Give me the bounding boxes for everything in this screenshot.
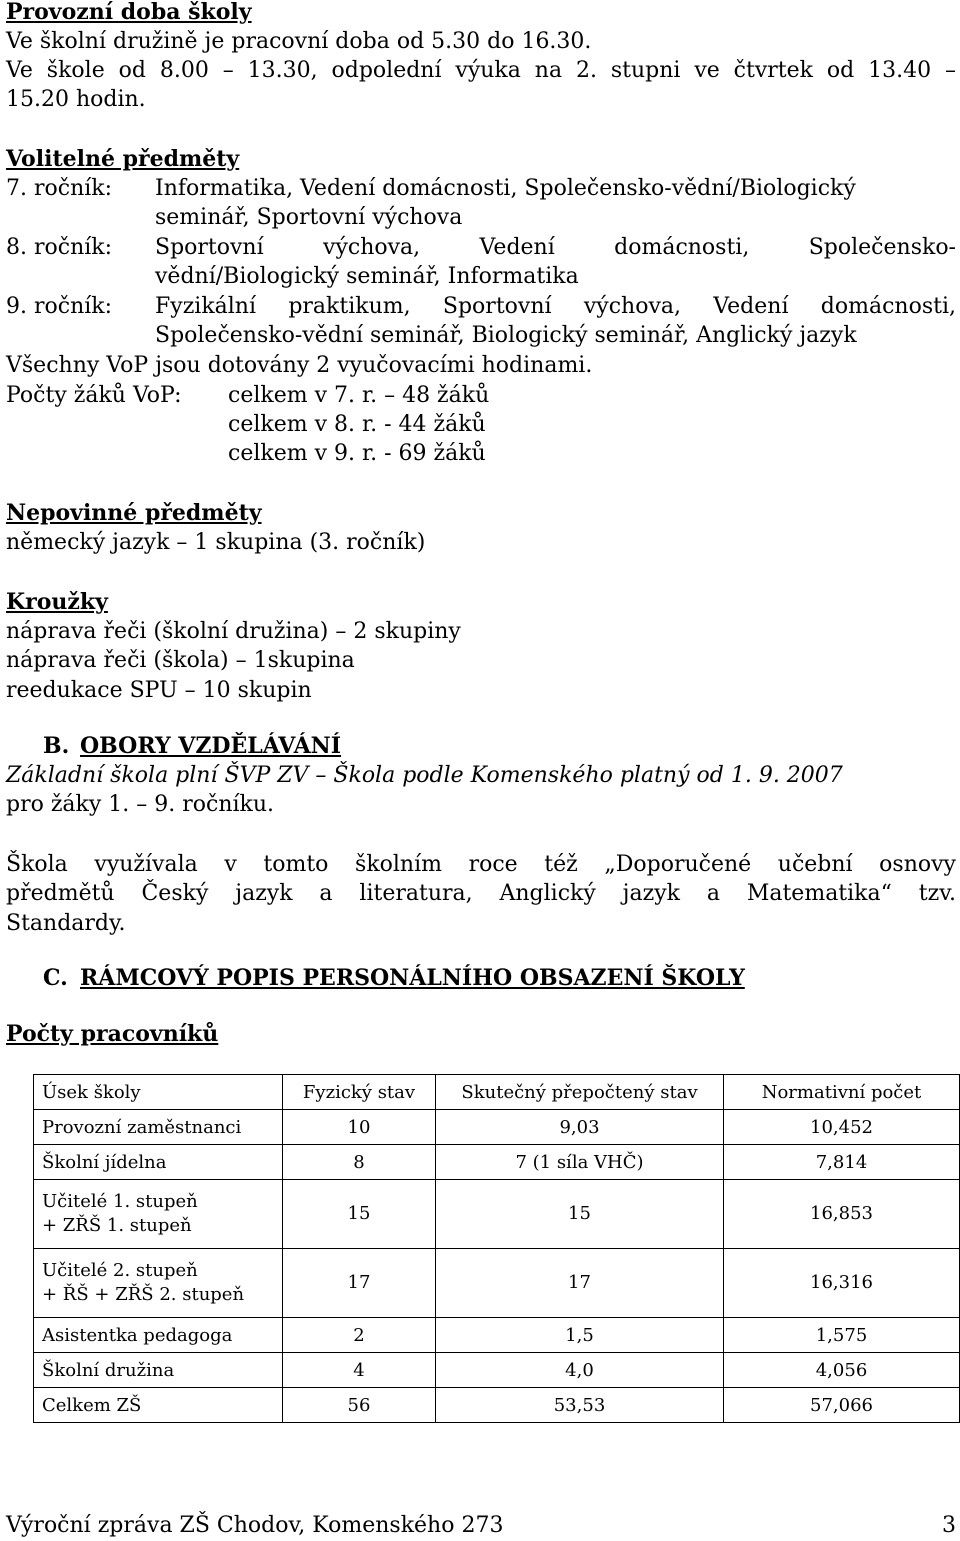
grade-subjects: Sportovní výchova, Vedení domácnosti, Společensko-	[155, 235, 956, 260]
page-number: 3	[942, 1513, 956, 1538]
page-footer	[6, 1512, 956, 1540]
cell-line: + ŘŠ + ZŘŠ 2. stupeň	[42, 1284, 245, 1305]
grade-subjects: Fyzikální praktikum, Sportovní výchova, Vedení domácnosti,	[155, 294, 956, 319]
count-line: celkem v 9. r. - 69 žáků	[228, 441, 486, 466]
table-cell: 10,452	[724, 1110, 960, 1145]
standards-paragraph-line: předmětů Český jazyk a literatura, Anglický jazyk a Matematika“ tzv.	[6, 881, 956, 906]
grade-subjects: Informatika, Vedení domácnosti, Společensko-vědní/Biologický	[155, 176, 856, 201]
count-line: celkem v 7. r. – 48 žáků	[228, 383, 490, 408]
table-cell: 17	[436, 1249, 724, 1318]
grade-subjects: vědní/Biologický seminář, Informatika	[155, 264, 579, 289]
operating-hours-heading: Provozní doba školy	[6, 0, 252, 25]
table-cell: 7 (1 síla VHČ)	[436, 1145, 724, 1180]
staff-counts-heading: Počty pracovníků	[6, 1021, 219, 1047]
table-cell: Školní družina	[34, 1353, 283, 1388]
table-row	[34, 1110, 960, 1145]
table-cell: 57,066	[724, 1388, 960, 1423]
grade-label: 9. ročník:	[6, 294, 113, 319]
table-cell: 16,853	[724, 1180, 960, 1249]
table-cell: 53,53	[436, 1388, 724, 1423]
standards-paragraph-line: Škola využívala v tomto školním roce též „Doporučené učební osnovy	[6, 852, 956, 877]
table-row	[34, 1388, 960, 1423]
table-header: Fyzický stav	[283, 1075, 436, 1110]
table-cell: 15	[436, 1180, 724, 1249]
table-cell: 2	[283, 1318, 436, 1353]
curriculum-grades: pro žáky 1. – 9. ročníku.	[6, 792, 275, 817]
table-cell: 7,814	[724, 1145, 960, 1180]
grade-label: 8. ročník:	[6, 235, 113, 260]
operating-hours-line: 15.20 hodin.	[6, 87, 146, 112]
funding-note: Všechny VoP jsou dotovány 2 vyučovacími hodinami.	[6, 353, 593, 378]
table-row	[34, 1318, 960, 1353]
grade-subjects: seminář, Sportovní výchova	[155, 205, 463, 230]
section-c-letter: C.	[43, 965, 68, 991]
table-cell: Asistentka pedagoga	[34, 1318, 283, 1353]
operating-hours-line: Ve škole od 8.00 – 13.30, odpolední výuka na 2. stupni ve čtvrtek od 13.40 –	[6, 58, 956, 83]
table-cell: 17	[283, 1249, 436, 1318]
operating-hours-line: Ve školní družině je pracovní doba od 5.30 do 16.30.	[6, 29, 592, 54]
grade-subjects: Společensko-vědní seminář, Biologický seminář, Anglický jazyk	[155, 323, 857, 348]
grade-label: 7. ročník:	[6, 176, 113, 201]
table-row	[34, 1353, 960, 1388]
electives-heading: Volitelné předměty	[6, 146, 240, 172]
club-line: reedukace SPU – 10 skupin	[6, 678, 312, 703]
clubs-heading: Kroužky	[6, 589, 108, 615]
table-row	[34, 1145, 960, 1180]
table-cell: Školní jídelna	[34, 1145, 283, 1180]
section-b-letter: B.	[43, 733, 70, 759]
section-c-title: RÁMCOVÝ POPIS PERSONÁLNÍHO OBSAZENÍ ŠKOLY	[80, 965, 745, 991]
footer-text: Výroční zpráva ZŠ Chodov, Komenského 273	[6, 1513, 504, 1538]
table-cell: 9,03	[436, 1110, 724, 1145]
standards-paragraph-line: Standardy.	[6, 911, 126, 936]
table-cell: 1,575	[724, 1318, 960, 1353]
optional-heading: Nepovinné předměty	[6, 500, 262, 526]
table-cell: 10	[283, 1110, 436, 1145]
table-cell: Provozní zaměstnanci	[34, 1110, 283, 1145]
club-line: náprava řeči (školní družina) – 2 skupiny	[6, 619, 461, 644]
table-cell: 4	[283, 1353, 436, 1388]
table-cell	[34, 1249, 283, 1318]
curriculum-line: Základní škola plní ŠVP ZV – Škola podle Komenského platný od 1. 9. 2007	[6, 763, 843, 788]
table-header-row	[34, 1075, 960, 1110]
table-cell: 16,316	[724, 1249, 960, 1318]
table-cell	[34, 1180, 283, 1249]
table-row	[34, 1249, 960, 1318]
section-b-title: OBORY VZDĚLÁVÁNÍ	[80, 733, 342, 759]
count-line: celkem v 8. r. - 44 žáků	[228, 412, 486, 437]
table-cell: 56	[283, 1388, 436, 1423]
table-header: Skutečný přepočtený stav	[436, 1075, 724, 1110]
table-cell: 1,5	[436, 1318, 724, 1353]
table-cell: 4,0	[436, 1353, 724, 1388]
table-cell: Celkem ZŠ	[34, 1388, 283, 1423]
optional-line: německý jazyk – 1 skupina (3. ročník)	[6, 530, 426, 555]
cell-line: Učitelé 1. stupeň	[42, 1191, 198, 1212]
counts-label: Počty žáků VoP:	[6, 383, 182, 408]
staff-table	[33, 1074, 960, 1423]
table-cell: 8	[283, 1145, 436, 1180]
cell-line: Učitelé 2. stupeň	[42, 1260, 198, 1281]
table-header: Normativní počet	[724, 1075, 960, 1110]
cell-line: + ZŘŠ 1. stupeň	[42, 1215, 192, 1236]
table-cell: 15	[283, 1180, 436, 1249]
table-header: Úsek školy	[34, 1075, 283, 1110]
table-row	[34, 1180, 960, 1249]
table-cell: 4,056	[724, 1353, 960, 1388]
club-line: náprava řeči (škola) – 1skupina	[6, 648, 355, 673]
